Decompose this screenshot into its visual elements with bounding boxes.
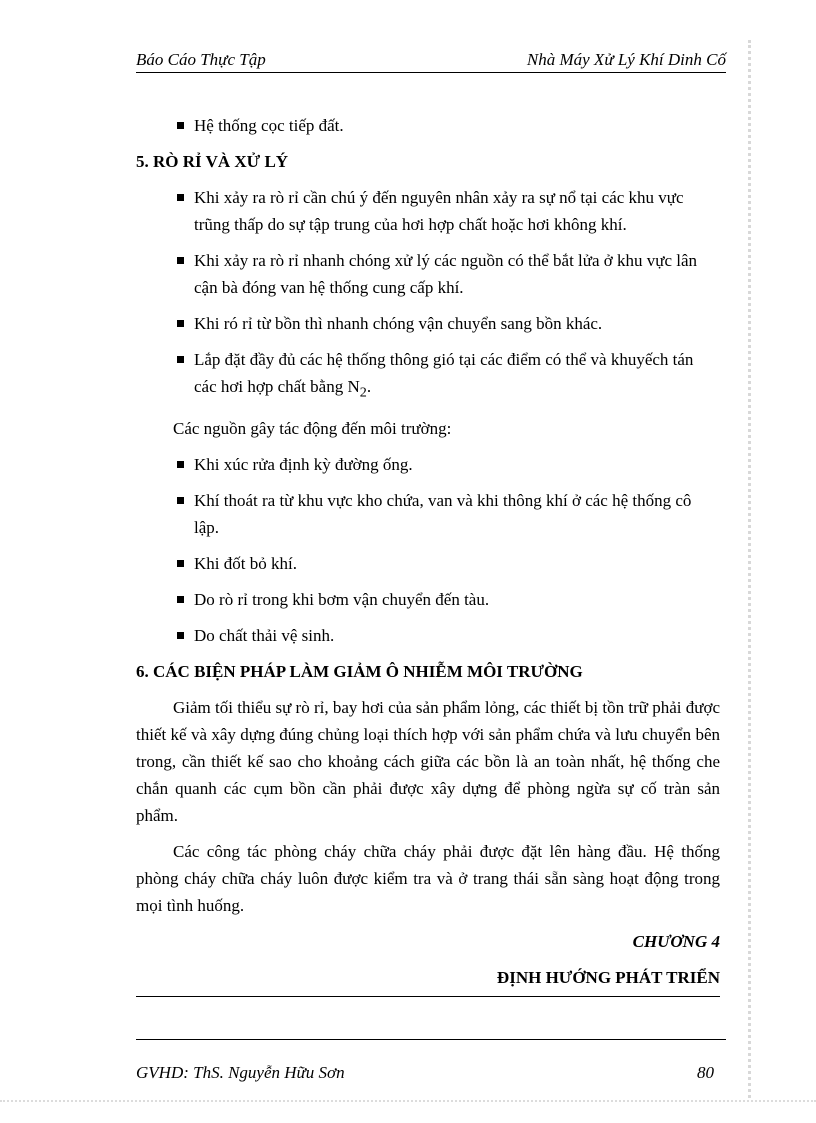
list-item-text: Lắp đặt đầy đủ các hệ thống thông gió tại các điểm có thể và khuyếch tán các hơi hợp chất bằng N [194, 350, 694, 396]
list-item: Khi ró rỉ từ bồn thì nhanh chóng vận chuyển sang bồn khác. [136, 310, 720, 337]
list-item: Hệ thống cọc tiếp đất. [136, 112, 720, 139]
page-header [136, 50, 726, 73]
header-plant-name: Nhà Máy Xử Lý Khí Dinh Cố [526, 50, 726, 69]
list-item-ventilation [136, 346, 720, 406]
chapter-label: CHƯƠNG 4 [632, 932, 720, 952]
list-item: Khí thoát ra từ khu vực kho chứa, van và khi thông khí ở các hệ thống cô lập. [136, 487, 720, 541]
list-item: Do rò rỉ trong khi bơm vận chuyển đến tàu. [136, 586, 720, 613]
page-body [136, 112, 720, 991]
paragraph: Giảm tối thiểu sự rò rỉ, bay hơi của sản phẩm lỏng, các thiết bị tồn trữ phải được thiết kế và xây dựng đúng chủng loại thích hợp với sản phẩm chứa và lưu chuyển bên trong, cần thiết kế sao cho khoảng cách giữa các bồn là an toàn nhất, hệ thống che chắn quanh các cụm bồn cần phải được xây dựng để phòng ngừa sự cố tràn sản phẩm. [136, 698, 720, 826]
section-5-heading: 5. RÒ RỈ VÀ XỬ LÝ [136, 152, 289, 171]
subscript-2: 2 [359, 384, 367, 401]
list-item: Khi xúc rửa định kỳ đường ống. [136, 451, 720, 478]
page-shadow-right [744, 40, 751, 1098]
list-item: Do chất thải vệ sinh. [136, 622, 720, 649]
page-shadow-bottom [0, 1100, 816, 1102]
list-item: Khi xảy ra rò rỉ nhanh chóng xử lý các nguồn có thể bắt lửa ở khu vực lân cận bà đóng van hệ thống cung cấp khí. [136, 247, 720, 301]
sources-intro: Các nguồn gây tác động đến môi trường: [173, 419, 452, 439]
paragraph: Các công tác phòng cháy chữa cháy phải được đặt lên hàng đầu. Hệ thống phòng cháy chữa cháy luôn được kiểm tra và ở trang thái sẵn sàng hoạt động trong mọi tình huống. [136, 842, 720, 916]
chapter-divider [136, 996, 720, 997]
footer-supervisor: GVHD: ThS. Nguyễn Hữu Sơn [136, 1063, 345, 1082]
header-report-title: Báo Cáo Thực Tập [136, 50, 266, 69]
list-item: Khi đốt bỏ khí. [136, 550, 720, 577]
chapter-title: ĐỊNH HƯỚNG PHÁT TRIỂN [496, 968, 720, 988]
list-item: Khi xảy ra rò rỉ cần chú ý đến nguyên nhân xảy ra sự nổ tại các khu vực trũng thấp do sự tập trung của hơi hợp chất hoặc hơi không khí. [136, 184, 720, 238]
section-6-heading: 6. CÁC BIỆN PHÁP LÀM GIẢM Ô NHIỄM MÔI TRƯỜNG [136, 662, 583, 682]
list-item-end: . [366, 377, 372, 396]
page-number: 80 [697, 1063, 714, 1082]
page-footer [136, 1063, 714, 1085]
footer-divider [136, 1039, 726, 1040]
